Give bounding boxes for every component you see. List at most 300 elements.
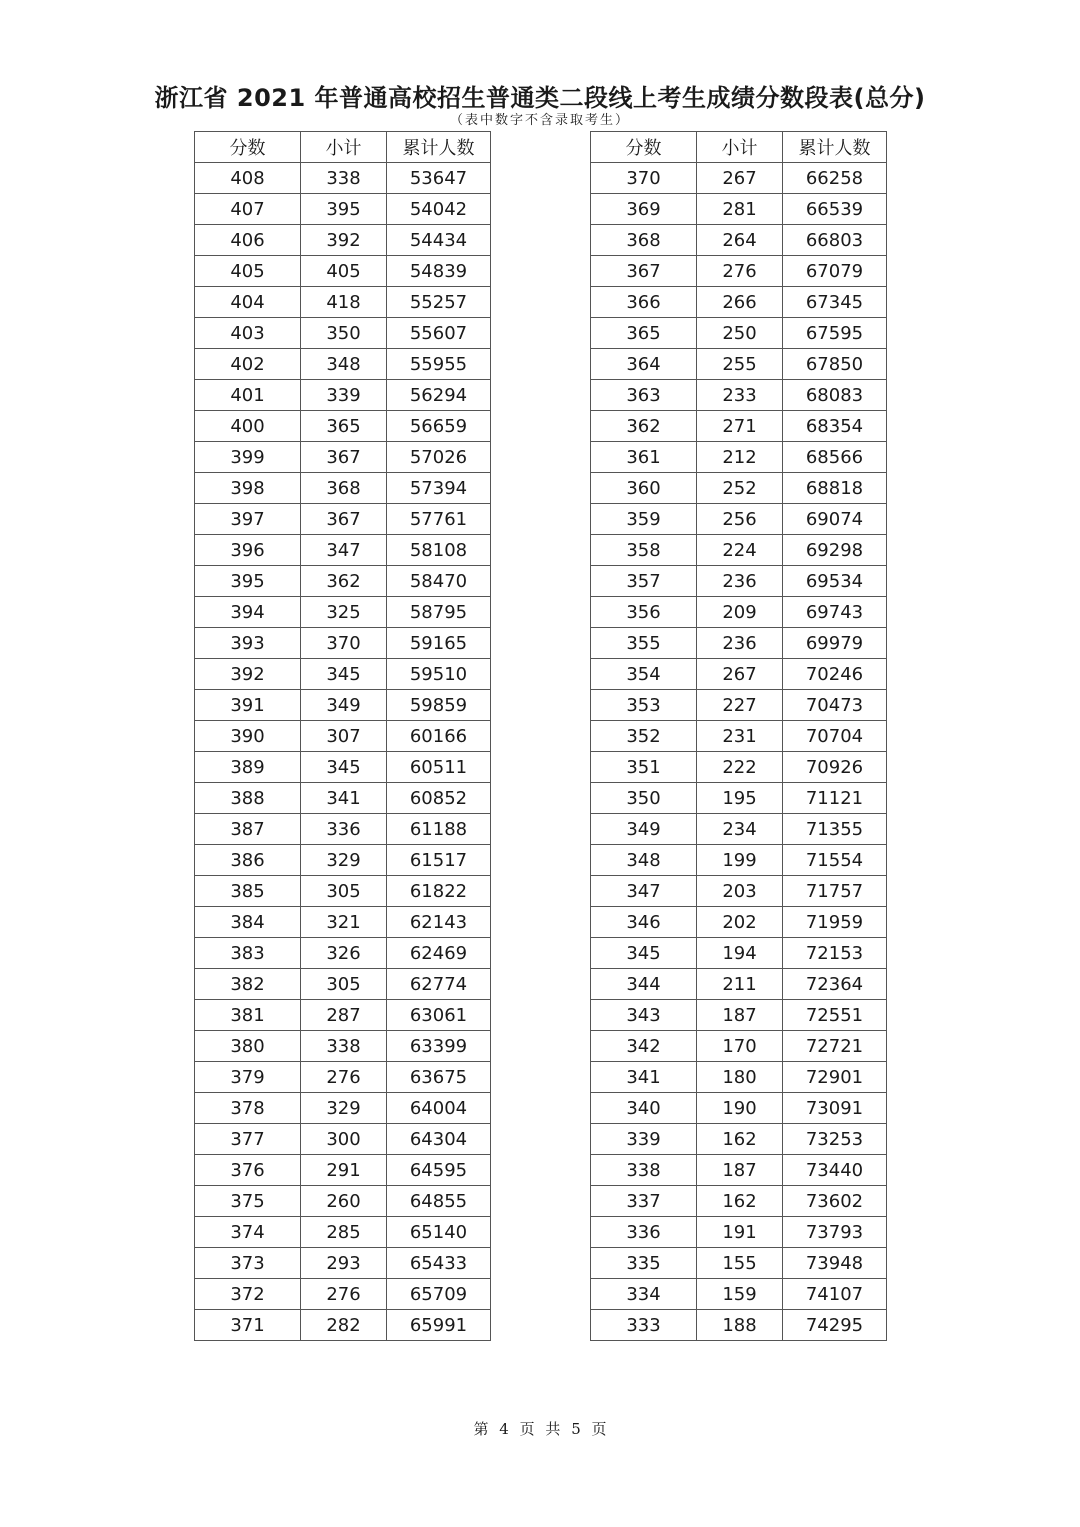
cell-score: 371 [195, 1310, 301, 1341]
cell-cumulative: 67345 [783, 287, 887, 318]
table-row [591, 938, 887, 969]
table-row [195, 907, 491, 938]
cell-subtotal: 368 [301, 473, 387, 504]
table-row [591, 566, 887, 597]
cell-score: 355 [591, 628, 697, 659]
cell-score: 354 [591, 659, 697, 690]
cell-cumulative: 58108 [387, 535, 491, 566]
cell-score: 361 [591, 442, 697, 473]
table-row [195, 1279, 491, 1310]
cell-score: 374 [195, 1217, 301, 1248]
cell-subtotal: 281 [697, 194, 783, 225]
table-row [195, 194, 491, 225]
cell-score: 348 [591, 845, 697, 876]
cell-score: 370 [591, 163, 697, 194]
cell-cumulative: 74107 [783, 1279, 887, 1310]
cell-score: 369 [591, 194, 697, 225]
cell-cumulative: 56659 [387, 411, 491, 442]
cell-cumulative: 55955 [387, 349, 491, 380]
cell-cumulative: 72551 [783, 1000, 887, 1031]
column-header-score: 分数 [591, 132, 697, 163]
table-body [195, 163, 491, 1341]
cell-score: 390 [195, 721, 301, 752]
table-row [195, 938, 491, 969]
cell-score: 335 [591, 1248, 697, 1279]
cell-score: 365 [591, 318, 697, 349]
cell-score: 341 [591, 1062, 697, 1093]
cell-cumulative: 54434 [387, 225, 491, 256]
table-row [591, 814, 887, 845]
cell-score: 338 [591, 1155, 697, 1186]
cell-score: 384 [195, 907, 301, 938]
cell-score: 381 [195, 1000, 301, 1031]
table-row [591, 535, 887, 566]
table-row [591, 628, 887, 659]
cell-score: 408 [195, 163, 301, 194]
cell-cumulative: 54042 [387, 194, 491, 225]
table-row [591, 845, 887, 876]
table-row [591, 721, 887, 752]
cell-subtotal: 329 [301, 845, 387, 876]
table-row [591, 659, 887, 690]
table-row [591, 1310, 887, 1341]
cell-cumulative: 71757 [783, 876, 887, 907]
table-row [591, 1124, 887, 1155]
cell-score: 344 [591, 969, 697, 1000]
table-row [195, 380, 491, 411]
cell-cumulative: 73948 [783, 1248, 887, 1279]
cell-score: 337 [591, 1186, 697, 1217]
cell-cumulative: 69298 [783, 535, 887, 566]
cell-score: 350 [591, 783, 697, 814]
cell-cumulative: 67079 [783, 256, 887, 287]
table-row [591, 1186, 887, 1217]
cell-cumulative: 73440 [783, 1155, 887, 1186]
cell-score: 401 [195, 380, 301, 411]
table-row [591, 287, 887, 318]
cell-subtotal: 338 [301, 1031, 387, 1062]
cell-subtotal: 345 [301, 659, 387, 690]
cell-score: 383 [195, 938, 301, 969]
cell-subtotal: 329 [301, 1093, 387, 1124]
cell-score: 345 [591, 938, 697, 969]
cell-score: 396 [195, 535, 301, 566]
cell-cumulative: 69743 [783, 597, 887, 628]
cell-score: 379 [195, 1062, 301, 1093]
cell-subtotal: 367 [301, 442, 387, 473]
table-row [195, 1217, 491, 1248]
cell-cumulative: 58795 [387, 597, 491, 628]
table-row [591, 504, 887, 535]
cell-subtotal: 252 [697, 473, 783, 504]
cell-cumulative: 73091 [783, 1093, 887, 1124]
cell-score: 339 [591, 1124, 697, 1155]
column-header-score: 分数 [195, 132, 301, 163]
cell-score: 395 [195, 566, 301, 597]
table-row [195, 1186, 491, 1217]
cell-score: 399 [195, 442, 301, 473]
cell-score: 400 [195, 411, 301, 442]
cell-cumulative: 66258 [783, 163, 887, 194]
cell-subtotal: 365 [301, 411, 387, 442]
cell-cumulative: 55607 [387, 318, 491, 349]
table-row [195, 1155, 491, 1186]
cell-cumulative: 61517 [387, 845, 491, 876]
cell-score: 346 [591, 907, 697, 938]
table-row [195, 1310, 491, 1341]
footer-prefix: 第 [473, 1420, 489, 1438]
cell-score: 378 [195, 1093, 301, 1124]
cell-subtotal: 276 [697, 256, 783, 287]
cell-subtotal: 195 [697, 783, 783, 814]
footer-total-word: 共 [545, 1420, 561, 1438]
cell-cumulative: 55257 [387, 287, 491, 318]
cell-subtotal: 159 [697, 1279, 783, 1310]
cell-subtotal: 326 [301, 938, 387, 969]
cell-subtotal: 236 [697, 566, 783, 597]
cell-cumulative: 72901 [783, 1062, 887, 1093]
cell-cumulative: 56294 [387, 380, 491, 411]
table-row [591, 876, 887, 907]
cell-cumulative: 68354 [783, 411, 887, 442]
cell-subtotal: 224 [697, 535, 783, 566]
cell-subtotal: 180 [697, 1062, 783, 1093]
table-row [591, 1279, 887, 1310]
table-row [195, 1124, 491, 1155]
cell-score: 349 [591, 814, 697, 845]
page-subtitle: （表中数字不含录取考生） [449, 113, 630, 128]
page-title: 浙江省 2021 年普通高校招生普通类二段线上考生成绩分数段表(总分) [154, 84, 926, 112]
cell-score: 351 [591, 752, 697, 783]
cell-cumulative: 57394 [387, 473, 491, 504]
table-row [195, 287, 491, 318]
footer-page-number: 4 [499, 1420, 509, 1438]
table-row [591, 907, 887, 938]
cell-score: 352 [591, 721, 697, 752]
table-row [591, 1217, 887, 1248]
table-row [195, 163, 491, 194]
cell-subtotal: 231 [697, 721, 783, 752]
table-row [591, 783, 887, 814]
cell-subtotal: 188 [697, 1310, 783, 1341]
table-row [591, 163, 887, 194]
cell-subtotal: 236 [697, 628, 783, 659]
cell-cumulative: 70246 [783, 659, 887, 690]
table-row [591, 318, 887, 349]
cell-cumulative: 62774 [387, 969, 491, 1000]
cell-subtotal: 194 [697, 938, 783, 969]
cell-score: 405 [195, 256, 301, 287]
table-row [195, 690, 491, 721]
column-header-subtotal: 小计 [301, 132, 387, 163]
cell-score: 356 [591, 597, 697, 628]
cell-subtotal: 362 [301, 566, 387, 597]
cell-subtotal: 348 [301, 349, 387, 380]
cell-subtotal: 233 [697, 380, 783, 411]
cell-cumulative: 59510 [387, 659, 491, 690]
cell-subtotal: 405 [301, 256, 387, 287]
cell-subtotal: 162 [697, 1186, 783, 1217]
cell-cumulative: 67850 [783, 349, 887, 380]
cell-cumulative: 71121 [783, 783, 887, 814]
cell-subtotal: 187 [697, 1000, 783, 1031]
cell-subtotal: 271 [697, 411, 783, 442]
cell-score: 342 [591, 1031, 697, 1062]
cell-score: 402 [195, 349, 301, 380]
cell-cumulative: 67595 [783, 318, 887, 349]
cell-subtotal: 250 [697, 318, 783, 349]
cell-subtotal: 350 [301, 318, 387, 349]
table-row [195, 752, 491, 783]
cell-cumulative: 70926 [783, 752, 887, 783]
cell-score: 385 [195, 876, 301, 907]
cell-score: 397 [195, 504, 301, 535]
cell-cumulative: 72153 [783, 938, 887, 969]
cell-subtotal: 155 [697, 1248, 783, 1279]
cell-cumulative: 69074 [783, 504, 887, 535]
cell-cumulative: 64304 [387, 1124, 491, 1155]
cell-cumulative: 61822 [387, 876, 491, 907]
cell-subtotal: 392 [301, 225, 387, 256]
table-row [195, 1248, 491, 1279]
table-row [195, 411, 491, 442]
cell-subtotal: 349 [301, 690, 387, 721]
cell-subtotal: 321 [301, 907, 387, 938]
cell-score: 340 [591, 1093, 697, 1124]
cell-score: 406 [195, 225, 301, 256]
cell-score: 388 [195, 783, 301, 814]
cell-score: 389 [195, 752, 301, 783]
table-row [591, 194, 887, 225]
table-row [195, 1031, 491, 1062]
cell-cumulative: 62469 [387, 938, 491, 969]
table-row [591, 597, 887, 628]
cell-cumulative: 60852 [387, 783, 491, 814]
table-row [195, 721, 491, 752]
cell-score: 393 [195, 628, 301, 659]
table-row [591, 1155, 887, 1186]
page-footer [0, 1418, 1080, 1439]
footer-total-pages: 5 [571, 1420, 581, 1438]
cell-subtotal: 211 [697, 969, 783, 1000]
table-row [591, 1093, 887, 1124]
cell-subtotal: 347 [301, 535, 387, 566]
cell-cumulative: 63061 [387, 1000, 491, 1031]
cell-subtotal: 255 [697, 349, 783, 380]
column-header-cumulative: 累计人数 [783, 132, 887, 163]
cell-subtotal: 341 [301, 783, 387, 814]
cell-subtotal: 287 [301, 1000, 387, 1031]
cell-score: 353 [591, 690, 697, 721]
table-row [591, 969, 887, 1000]
cell-subtotal: 370 [301, 628, 387, 659]
table-row [195, 318, 491, 349]
cell-score: 336 [591, 1217, 697, 1248]
cell-subtotal: 264 [697, 225, 783, 256]
footer-suffix: 页 [591, 1420, 607, 1438]
cell-subtotal: 203 [697, 876, 783, 907]
table-row [195, 597, 491, 628]
cell-cumulative: 57761 [387, 504, 491, 535]
cell-subtotal: 187 [697, 1155, 783, 1186]
cell-cumulative: 63675 [387, 1062, 491, 1093]
cell-score: 333 [591, 1310, 697, 1341]
table-row [195, 876, 491, 907]
cell-subtotal: 282 [301, 1310, 387, 1341]
cell-subtotal: 222 [697, 752, 783, 783]
cell-cumulative: 54839 [387, 256, 491, 287]
table-row [195, 1093, 491, 1124]
cell-cumulative: 60511 [387, 752, 491, 783]
table-header-row [591, 132, 887, 163]
table-row [195, 225, 491, 256]
cell-cumulative: 72721 [783, 1031, 887, 1062]
cell-cumulative: 59165 [387, 628, 491, 659]
table-header-row [195, 132, 491, 163]
cell-score: 376 [195, 1155, 301, 1186]
cell-subtotal: 266 [697, 287, 783, 318]
table-row [195, 1062, 491, 1093]
cell-cumulative: 64855 [387, 1186, 491, 1217]
cell-subtotal: 212 [697, 442, 783, 473]
cell-score: 367 [591, 256, 697, 287]
cell-score: 366 [591, 287, 697, 318]
cell-cumulative: 73793 [783, 1217, 887, 1248]
cell-subtotal: 276 [301, 1062, 387, 1093]
cell-subtotal: 291 [301, 1155, 387, 1186]
cell-score: 407 [195, 194, 301, 225]
cell-cumulative: 71959 [783, 907, 887, 938]
cell-cumulative: 64004 [387, 1093, 491, 1124]
cell-cumulative: 74295 [783, 1310, 887, 1341]
cell-score: 372 [195, 1279, 301, 1310]
cell-score: 382 [195, 969, 301, 1000]
table-row [591, 411, 887, 442]
cell-score: 347 [591, 876, 697, 907]
cell-cumulative: 62143 [387, 907, 491, 938]
score-table-right [590, 131, 887, 1341]
cell-cumulative: 61188 [387, 814, 491, 845]
table-row [195, 783, 491, 814]
cell-subtotal: 300 [301, 1124, 387, 1155]
table-row [195, 566, 491, 597]
cell-score: 398 [195, 473, 301, 504]
cell-subtotal: 367 [301, 504, 387, 535]
table-row [195, 473, 491, 504]
table-row [195, 504, 491, 535]
cell-cumulative: 65140 [387, 1217, 491, 1248]
cell-subtotal: 285 [301, 1217, 387, 1248]
cell-subtotal: 305 [301, 969, 387, 1000]
cell-score: 364 [591, 349, 697, 380]
cell-cumulative: 65709 [387, 1279, 491, 1310]
cell-subtotal: 338 [301, 163, 387, 194]
cell-cumulative: 65991 [387, 1310, 491, 1341]
cell-cumulative: 68818 [783, 473, 887, 504]
cell-subtotal: 202 [697, 907, 783, 938]
cell-score: 391 [195, 690, 301, 721]
cell-subtotal: 325 [301, 597, 387, 628]
table-row [591, 225, 887, 256]
table-row [195, 814, 491, 845]
table-row [195, 535, 491, 566]
cell-subtotal: 191 [697, 1217, 783, 1248]
cell-subtotal: 234 [697, 814, 783, 845]
cell-cumulative: 69534 [783, 566, 887, 597]
cell-cumulative: 65433 [387, 1248, 491, 1279]
cell-cumulative: 73602 [783, 1186, 887, 1217]
cell-subtotal: 256 [697, 504, 783, 535]
cell-score: 375 [195, 1186, 301, 1217]
cell-subtotal: 276 [301, 1279, 387, 1310]
cell-cumulative: 64595 [387, 1155, 491, 1186]
cell-cumulative: 72364 [783, 969, 887, 1000]
cell-subtotal: 190 [697, 1093, 783, 1124]
cell-score: 377 [195, 1124, 301, 1155]
table-row [195, 1000, 491, 1031]
cell-cumulative: 73253 [783, 1124, 887, 1155]
cell-score: 403 [195, 318, 301, 349]
cell-subtotal: 227 [697, 690, 783, 721]
cell-score: 392 [195, 659, 301, 690]
cell-cumulative: 70704 [783, 721, 887, 752]
cell-score: 362 [591, 411, 697, 442]
cell-score: 359 [591, 504, 697, 535]
cell-cumulative: 66539 [783, 194, 887, 225]
cell-subtotal: 418 [301, 287, 387, 318]
cell-score: 368 [591, 225, 697, 256]
table-row [591, 1062, 887, 1093]
cell-score: 386 [195, 845, 301, 876]
table-row [195, 845, 491, 876]
table-row [195, 442, 491, 473]
column-header-subtotal: 小计 [697, 132, 783, 163]
table-row [591, 1000, 887, 1031]
cell-cumulative: 60166 [387, 721, 491, 752]
cell-subtotal: 307 [301, 721, 387, 752]
cell-score: 404 [195, 287, 301, 318]
cell-subtotal: 267 [697, 659, 783, 690]
cell-subtotal: 395 [301, 194, 387, 225]
table-row [195, 349, 491, 380]
cell-cumulative: 58470 [387, 566, 491, 597]
cell-cumulative: 68083 [783, 380, 887, 411]
cell-cumulative: 59859 [387, 690, 491, 721]
footer-page-word: 页 [519, 1420, 535, 1438]
cell-subtotal: 267 [697, 163, 783, 194]
cell-score: 380 [195, 1031, 301, 1062]
cell-cumulative: 57026 [387, 442, 491, 473]
column-header-cumulative: 累计人数 [387, 132, 491, 163]
table-row [591, 442, 887, 473]
cell-cumulative: 71355 [783, 814, 887, 845]
cell-cumulative: 68566 [783, 442, 887, 473]
cell-score: 373 [195, 1248, 301, 1279]
cell-subtotal: 339 [301, 380, 387, 411]
cell-score: 357 [591, 566, 697, 597]
table-row [591, 473, 887, 504]
cell-cumulative: 53647 [387, 163, 491, 194]
cell-cumulative: 66803 [783, 225, 887, 256]
table-row [195, 659, 491, 690]
cell-subtotal: 345 [301, 752, 387, 783]
table-row [591, 349, 887, 380]
cell-subtotal: 293 [301, 1248, 387, 1279]
table-row [591, 752, 887, 783]
cell-cumulative: 70473 [783, 690, 887, 721]
cell-cumulative: 71554 [783, 845, 887, 876]
table-row [591, 1248, 887, 1279]
